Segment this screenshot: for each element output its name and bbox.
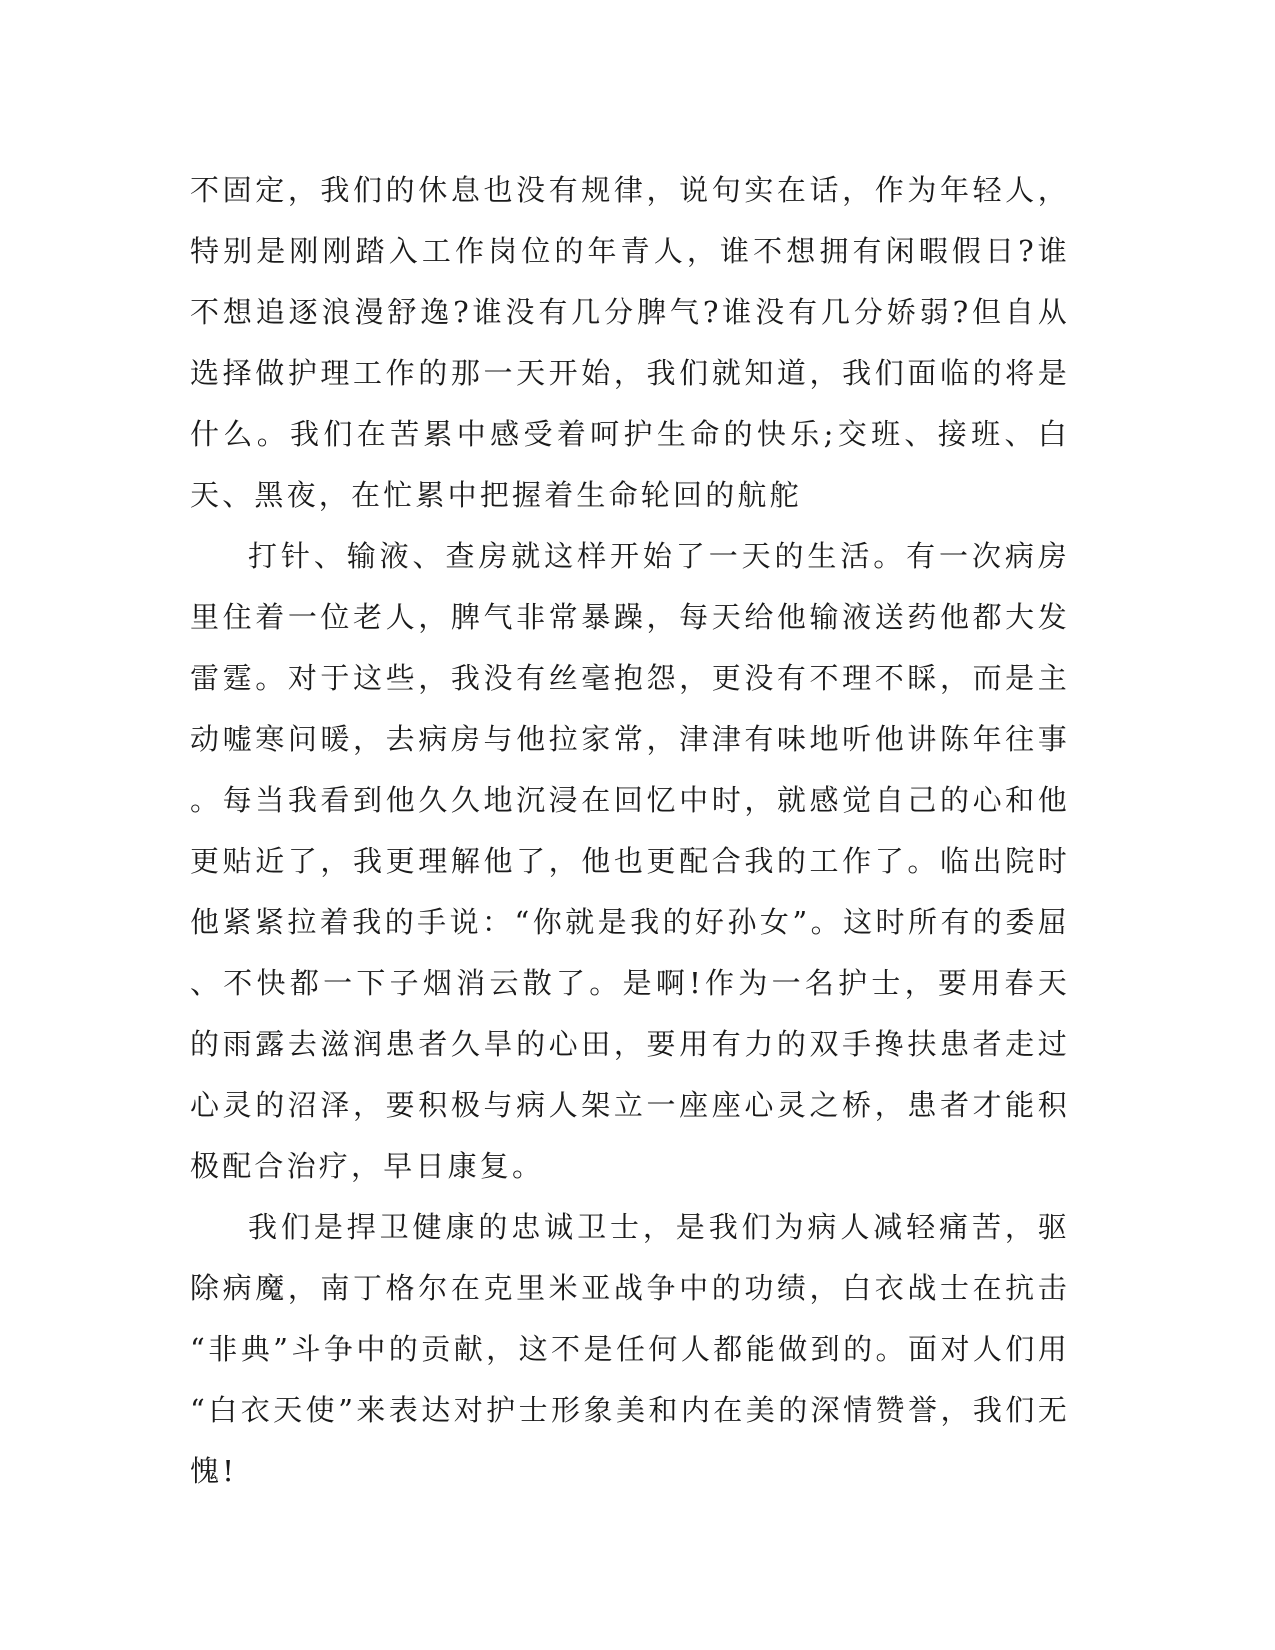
paragraph-2: 打针、输液、查房就这样开始了一天的生活。有一次病房里住着一位老人，脾气非常暴躁，每天给他输液送药他都大发雷霆。对于这些，我没有丝毫抱怨，更没有不理不睬，而是主动嘘寒问暖，去病房与他拉家常，津津有味地听他讲陈年往事。每当我看到他久久地沉浸在回忆中时，就感觉自己的心和他更贴近了，我更理解他了，他也更配合我的工作了。临出院时他紧紧拉着我的手说：“你就是我的好孙女”。这时所有的委屈、不快都一下子烟消云散了。是啊!作为一名护士，要用春天的雨露去滋润患者久旱的心田，要用有力的双手搀扶患者走过心灵的沼泽，要积极与病人架立一座座心灵之桥，患者才能积极配合治疗，早日康复。 — [190, 539, 1070, 1183]
paragraph-1: 不固定，我们的休息也没有规律，说句实在话，作为年轻人，特别是刚刚踏入工作岗位的年青人，谁不想拥有闲暇假日?谁不想追逐浪漫舒逸?谁没有几分脾气?谁没有几分娇弱?但自从选择做护理工作的那一天开始，我们就知道，我们面临的将是什么。我们在苦累中感受着呵护生命的快乐;交班、接班、白天、黑夜，在忙累中把握着生命轮回的航舵 — [190, 173, 1070, 512]
paragraph-3: 我们是捍卫健康的忠诚卫士，是我们为病人减轻痛苦，驱除病魔，南丁格尔在克里米亚战争中的功绩，白衣战士在抗击“非典”斗争中的贡献，这不是任何人都能做到的。面对人们用“白衣天使”来表达对护士形象美和内在美的深情赞誉，我们无愧! — [190, 1210, 1070, 1488]
document-body — [190, 160, 1070, 1502]
